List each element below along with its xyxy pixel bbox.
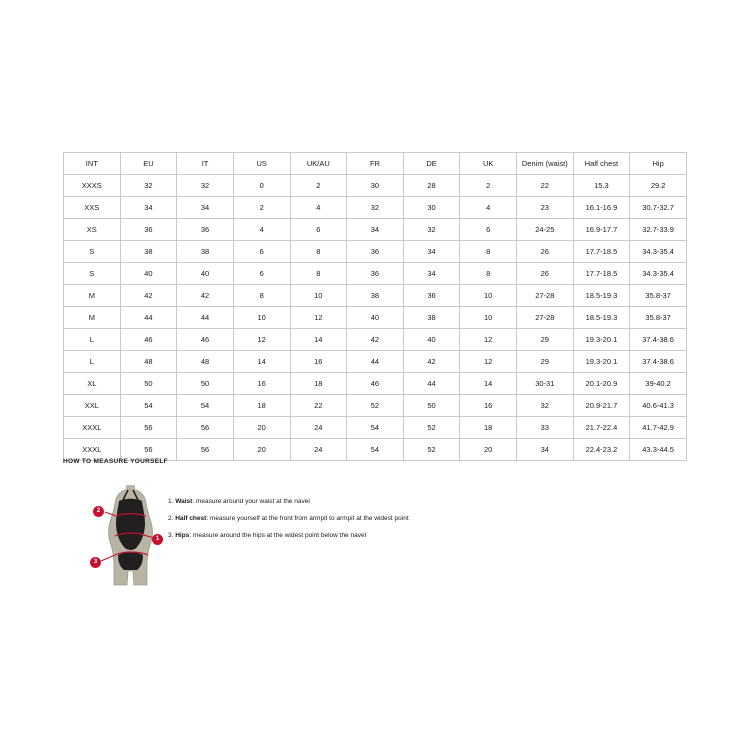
cell-us: 20	[233, 439, 290, 461]
cell-us: 0	[233, 175, 290, 197]
cell-hip: 39-40.2	[630, 373, 687, 395]
cell-int: XL	[64, 373, 121, 395]
measurement-note-half-chest	[168, 510, 668, 527]
cell-hip: 43.3-44.5	[630, 439, 687, 461]
column-header-int: INT	[64, 153, 121, 175]
cell-fr: 34	[347, 219, 404, 241]
cell-us: 6	[233, 241, 290, 263]
cell-uk: 8	[460, 241, 517, 263]
cell-us: 18	[233, 395, 290, 417]
cell-de: 52	[403, 439, 460, 461]
cell-denim-waist: 32	[517, 395, 574, 417]
column-header-uk-au: UK/AU	[290, 153, 347, 175]
cell-eu: 50	[120, 373, 177, 395]
cell-int: S	[64, 241, 121, 263]
cell-it: 42	[177, 285, 234, 307]
cell-fr: 54	[347, 417, 404, 439]
cell-eu: 54	[120, 395, 177, 417]
cell-us: 6	[233, 263, 290, 285]
column-header-uk: UK	[460, 153, 517, 175]
column-header-us: US	[233, 153, 290, 175]
cell-us: 16	[233, 373, 290, 395]
cell-fr: 36	[347, 241, 404, 263]
cell-fr: 54	[347, 439, 404, 461]
cell-hip: 41.7-42.9	[630, 417, 687, 439]
cell-fr: 30	[347, 175, 404, 197]
measure-badge-2: 2	[93, 506, 104, 517]
cell-int: S	[64, 263, 121, 285]
cell-it: 50	[177, 373, 234, 395]
cell-uk-au: 14	[290, 329, 347, 351]
cell-us: 20	[233, 417, 290, 439]
cell-uk-au: 16	[290, 351, 347, 373]
column-header-half-chest: Half chest	[573, 153, 630, 175]
cell-uk-au: 2	[290, 175, 347, 197]
cell-int: XXXS	[64, 175, 121, 197]
note-number-3: 3.	[168, 532, 174, 539]
cell-hip: 35.8-37	[630, 285, 687, 307]
cell-eu: 56	[120, 439, 177, 461]
cell-it: 44	[177, 307, 234, 329]
cell-de: 30	[403, 197, 460, 219]
cell-denim-waist: 29	[517, 329, 574, 351]
table-row	[64, 285, 687, 307]
cell-uk: 6	[460, 219, 517, 241]
table-header-row	[64, 153, 687, 175]
size-chart-header	[64, 153, 687, 175]
size-chart-body	[64, 175, 687, 461]
cell-denim-waist: 34	[517, 439, 574, 461]
cell-fr: 40	[347, 307, 404, 329]
cell-hip: 34.3-35.4	[630, 263, 687, 285]
size-chart-table	[63, 152, 687, 461]
cell-eu: 42	[120, 285, 177, 307]
cell-de: 50	[403, 395, 460, 417]
cell-uk-au: 6	[290, 219, 347, 241]
cell-us: 10	[233, 307, 290, 329]
cell-fr: 44	[347, 351, 404, 373]
cell-half-chest: 17.7-18.5	[573, 241, 630, 263]
cell-uk-au: 24	[290, 439, 347, 461]
table-row	[64, 307, 687, 329]
cell-int: XXXL	[64, 439, 121, 461]
cell-fr: 32	[347, 197, 404, 219]
cell-uk: 4	[460, 197, 517, 219]
table-row	[64, 219, 687, 241]
table-row	[64, 417, 687, 439]
cell-de: 42	[403, 351, 460, 373]
cell-denim-waist: 22	[517, 175, 574, 197]
cell-eu: 44	[120, 307, 177, 329]
column-header-hip: Hip	[630, 153, 687, 175]
cell-hip: 37.4-38.6	[630, 329, 687, 351]
cell-uk-au: 8	[290, 241, 347, 263]
note-number-1: 1.	[168, 498, 174, 505]
cell-de: 52	[403, 417, 460, 439]
cell-de: 40	[403, 329, 460, 351]
cell-denim-waist: 30-31	[517, 373, 574, 395]
table-row	[64, 395, 687, 417]
cell-fr: 52	[347, 395, 404, 417]
cell-it: 46	[177, 329, 234, 351]
table-row	[64, 373, 687, 395]
cell-it: 38	[177, 241, 234, 263]
cell-denim-waist: 27-28	[517, 307, 574, 329]
cell-denim-waist: 27-28	[517, 285, 574, 307]
column-header-denim-waist: Denim (waist)	[517, 153, 574, 175]
measure-badge-1: 1	[152, 534, 163, 545]
cell-half-chest: 18.5-19.3	[573, 307, 630, 329]
cell-int: XS	[64, 219, 121, 241]
cell-uk: 10	[460, 285, 517, 307]
table-row	[64, 263, 687, 285]
cell-denim-waist: 29	[517, 351, 574, 373]
note-term-half-chest: Half chest	[175, 515, 207, 522]
cell-int: XXS	[64, 197, 121, 219]
cell-it: 56	[177, 439, 234, 461]
cell-eu: 36	[120, 219, 177, 241]
cell-us: 12	[233, 329, 290, 351]
cell-de: 28	[403, 175, 460, 197]
cell-denim-waist: 33	[517, 417, 574, 439]
note-term-waist: Waist	[175, 498, 193, 505]
cell-half-chest: 19.3-20.1	[573, 329, 630, 351]
cell-int: XXL	[64, 395, 121, 417]
how-to-measure-body	[63, 479, 687, 589]
cell-uk: 2	[460, 175, 517, 197]
cell-uk: 8	[460, 263, 517, 285]
note-text-half-chest: : measure yourself at the front from armpit to armpit at the widest point	[206, 515, 409, 522]
cell-denim-waist: 23	[517, 197, 574, 219]
cell-uk-au: 22	[290, 395, 347, 417]
cell-fr: 42	[347, 329, 404, 351]
cell-eu: 38	[120, 241, 177, 263]
cell-denim-waist: 26	[517, 263, 574, 285]
how-to-measure-title: HOW TO MEASURE YOURSELF	[63, 458, 168, 465]
note-text-waist: : measure around your waist at the navel	[192, 498, 310, 505]
cell-int: L	[64, 351, 121, 373]
cell-denim-waist: 24-25	[517, 219, 574, 241]
cell-half-chest: 18.5-19.3	[573, 285, 630, 307]
cell-half-chest: 20.1-20.9	[573, 373, 630, 395]
cell-int: M	[64, 285, 121, 307]
note-term-hips: Hips	[175, 532, 190, 539]
cell-uk: 14	[460, 373, 517, 395]
cell-half-chest: 17.7-18.5	[573, 263, 630, 285]
cell-de: 34	[403, 241, 460, 263]
cell-half-chest: 22.4-23.2	[573, 439, 630, 461]
cell-uk-au: 24	[290, 417, 347, 439]
cell-us: 4	[233, 219, 290, 241]
note-text-hips: : measure around the hips at the widest point below the navel	[189, 532, 367, 539]
measurement-notes-list	[168, 493, 668, 544]
table-row	[64, 175, 687, 197]
table-row	[64, 329, 687, 351]
cell-uk: 12	[460, 351, 517, 373]
cell-eu: 40	[120, 263, 177, 285]
table-row	[64, 351, 687, 373]
cell-it: 54	[177, 395, 234, 417]
table-row	[64, 241, 687, 263]
cell-hip: 35.8-37	[630, 307, 687, 329]
table-row	[64, 197, 687, 219]
cell-hip: 40.6-41.3	[630, 395, 687, 417]
column-header-fr: FR	[347, 153, 404, 175]
cell-half-chest: 15.3	[573, 175, 630, 197]
cell-de: 38	[403, 307, 460, 329]
cell-us: 14	[233, 351, 290, 373]
cell-half-chest: 20.9-21.7	[573, 395, 630, 417]
cell-it: 36	[177, 219, 234, 241]
cell-de: 36	[403, 285, 460, 307]
cell-hip: 29.2	[630, 175, 687, 197]
cell-uk-au: 8	[290, 263, 347, 285]
cell-hip: 32.7-33.9	[630, 219, 687, 241]
cell-eu: 32	[120, 175, 177, 197]
cell-de: 32	[403, 219, 460, 241]
cell-it: 48	[177, 351, 234, 373]
cell-int: M	[64, 307, 121, 329]
measurement-note-waist	[168, 493, 668, 510]
cell-us: 8	[233, 285, 290, 307]
cell-eu: 48	[120, 351, 177, 373]
cell-us: 2	[233, 197, 290, 219]
cell-eu: 34	[120, 197, 177, 219]
measurement-note-hips	[168, 527, 668, 544]
cell-uk: 10	[460, 307, 517, 329]
column-header-it: IT	[177, 153, 234, 175]
cell-it: 40	[177, 263, 234, 285]
column-header-eu: EU	[120, 153, 177, 175]
cell-hip: 37.4-38.6	[630, 351, 687, 373]
cell-hip: 30.7-32.7	[630, 197, 687, 219]
cell-uk: 12	[460, 329, 517, 351]
cell-it: 34	[177, 197, 234, 219]
how-to-measure-section	[63, 458, 687, 589]
cell-half-chest: 16.9-17.7	[573, 219, 630, 241]
cell-uk-au: 10	[290, 285, 347, 307]
cell-denim-waist: 26	[517, 241, 574, 263]
cell-half-chest: 19.3-20.1	[573, 351, 630, 373]
note-number-2: 2.	[168, 515, 174, 522]
cell-half-chest: 21.7-22.4	[573, 417, 630, 439]
cell-int: L	[64, 329, 121, 351]
cell-uk-au: 18	[290, 373, 347, 395]
measure-badge-3: 3	[90, 557, 101, 568]
cell-eu: 46	[120, 329, 177, 351]
cell-it: 32	[177, 175, 234, 197]
size-chart-container	[63, 152, 687, 461]
cell-fr: 46	[347, 373, 404, 395]
cell-de: 44	[403, 373, 460, 395]
cell-uk: 16	[460, 395, 517, 417]
cell-half-chest: 16.1-16.9	[573, 197, 630, 219]
cell-uk: 18	[460, 417, 517, 439]
cell-int: XXXL	[64, 417, 121, 439]
cell-it: 56	[177, 417, 234, 439]
cell-eu: 56	[120, 417, 177, 439]
cell-uk: 20	[460, 439, 517, 461]
cell-uk-au: 4	[290, 197, 347, 219]
column-header-de: DE	[403, 153, 460, 175]
cell-fr: 38	[347, 285, 404, 307]
cell-fr: 36	[347, 263, 404, 285]
cell-hip: 34.3-35.4	[630, 241, 687, 263]
cell-uk-au: 12	[290, 307, 347, 329]
cell-de: 34	[403, 263, 460, 285]
